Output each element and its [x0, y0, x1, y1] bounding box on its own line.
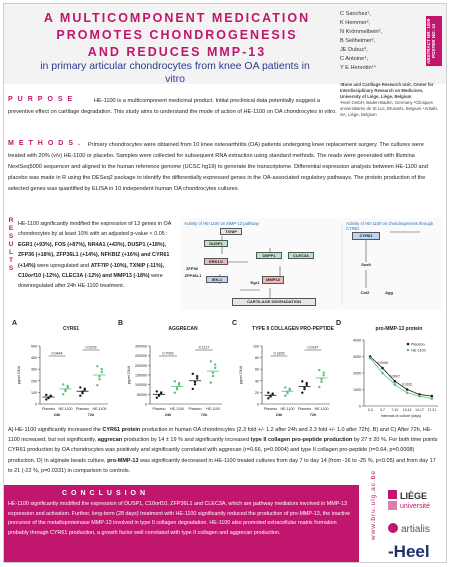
data-point [79, 395, 81, 397]
chart-svg [236, 324, 336, 422]
x-tick-label: HE-1100 [170, 407, 184, 411]
website-url[interactable]: www.bru.ulg.ac.be [370, 470, 377, 541]
poster-subtitle: in primary articular chondrocytes from knee OA patients in vitro [40, 60, 310, 85]
x-tick-label: Placebo [42, 407, 55, 411]
data-point [67, 385, 69, 387]
liege-logo-top: LIÈGE [400, 491, 428, 501]
y-tick-label: 80 [255, 356, 259, 361]
data-point [272, 392, 274, 394]
conclusion-text: HE-1100 significantly modified the expression of DUSP1, C10orf10, ZFP36L1 and CLEC3A, which are pathway mediators involved in MMP-13 expression and activation. Further, long-term (28 days) treatment with HE-1100 significantly reduced the production of pro-MMP-13, the inactive precursor of the metalloproteinase MMP-13 involved in type II collagen degradation. HE-1100 also promoted extracellular matrix formation probably through CYR61 production, a growth factor well correlated with type II collagen and aggrecan production. [8, 501, 351, 536]
data-point [214, 367, 216, 369]
genes-down: ATF7IP (-10%), TXNIP (-11%), C10orf10 (-12%), CLEC3A (-12%) and MMP13 (-18%) [18, 262, 165, 280]
y-tick-label: 400 [31, 356, 37, 361]
node-col2: Col2 [360, 290, 370, 295]
data-point [320, 381, 322, 383]
pathway-title-left: Activity of HE-1100 on MMP-13 pathway [184, 221, 259, 226]
y-tick-label: 3000 [353, 355, 361, 359]
pathway-diagram [180, 218, 442, 310]
author: Y E Henrotin¹⁴ [340, 65, 376, 71]
results-heading-letter: E [8, 225, 14, 232]
heel-logo [386, 540, 446, 562]
x-axis-label: Intervals of culture (days) [380, 414, 422, 418]
data-point [212, 375, 214, 377]
data-point [210, 360, 212, 362]
affiliation-others: ²Heel GmbH, Baden-Baden, Germany ³Cliniques universitaires de St Luc, Brussels, Belgium ⁴Artialis SA, Liège, Belgium [340, 100, 438, 117]
data-point [212, 372, 214, 374]
node-zfp36: ZFP36 [185, 266, 198, 271]
data-point [196, 375, 198, 377]
p-value-label: 0.0007 [389, 374, 401, 379]
node-cartilage-degradation: CARTILAGE DEGRADATION [232, 298, 316, 306]
purpose-text: HE-1100 is a multicomponent medicinal product. Initial preclinical data potentially suggest a preventive effect on cartilage degradation. This study aims to understand the mode of action of HE-1100 on OA chondrocytes in vitro. [8, 98, 337, 115]
series-point [394, 380, 397, 383]
panel-letter-c: C [232, 320, 238, 327]
author: C Antoine⁴, [340, 56, 369, 62]
purpose-heading: PURPOSE [8, 96, 78, 103]
data-point [194, 381, 196, 383]
results-heading-letter: U [8, 241, 14, 248]
node-erk: ERK1/2 [204, 258, 228, 265]
author: K Hemmer², [340, 20, 371, 26]
author: N Krömmelbein², [340, 29, 382, 35]
chart-title: TYPE II COLLAGEN PRO-PEPTIDE [252, 326, 334, 332]
chart-title: pro-MMP-13 protein [375, 326, 423, 332]
data-point [301, 391, 303, 393]
data-point [156, 397, 158, 399]
author: JE Dubuc³, [340, 47, 368, 53]
data-point [174, 380, 176, 382]
chart-svg [340, 324, 444, 422]
author: C Sanchez¹, [340, 11, 371, 17]
methods-heading: METHODS. [8, 140, 85, 147]
data-point [196, 377, 198, 379]
legend-label: HE-1100 [411, 348, 426, 353]
y-tick-label: 20 [255, 390, 259, 395]
y-tick-label: 4000 [353, 338, 361, 343]
y-tick-label: 100000 [135, 383, 147, 388]
legend-label: Placebo [411, 342, 425, 347]
x-tick-label: HE-1100 [58, 407, 73, 411]
data-point [194, 383, 196, 385]
node-egr1: Egr1 [250, 280, 260, 285]
group-label: 24h [164, 413, 172, 417]
y-tick-label: 50000 [137, 392, 147, 397]
x-tick-label: Placebo [264, 407, 277, 411]
results-heading-letter: T [9, 257, 13, 264]
y-tick-label: 0 [35, 402, 37, 407]
p-value-label: 0.0147 [307, 345, 319, 350]
y-tick-label: 60 [255, 367, 259, 372]
y-tick-label: 500 [31, 344, 37, 349]
p-value-label: 0.0239 [85, 345, 97, 350]
y-tick-label: 0 [359, 404, 361, 409]
results-heading-letter: S [8, 233, 14, 240]
node-agg: Agg [385, 290, 393, 295]
x-tick-label: 10-14 [402, 408, 412, 412]
methods-text: Primary chondrocytes were obtained from 10 knee osteoarthritis (OA) patients undergoing knee replacement surgery. The cultures were treated with 20% (v/v) HE-1100 or placebo. Samples were collected for subsequent RNA extraction using standard methods. The reads were generated with Illumina NextSeq5000 sequencer and aligned to the human reference genome (UCSC hg19) to generate the transcriptome. Differential expression analysis between HE-1100 and placebo was made in R using the DESeq2 package to identify the differentially expressed genes in the OA-associated regulatory pathways. The protein production of the selected genes was quantified by ELISA in 10 independent human OA chondrocytes cultures. [8, 142, 428, 192]
y-tick-label: 300000 [135, 344, 147, 349]
p-value-label: 0.7093 [162, 351, 174, 356]
data-point [284, 386, 286, 388]
title-line: AND REDUCES MMP-13 [87, 45, 267, 59]
group-label: 72h [309, 413, 317, 417]
x-tick-label: Placebo [188, 407, 202, 411]
p-value-label: 0.0006 [377, 361, 388, 366]
data-point [62, 393, 64, 395]
chart-title: AGGRECAN [168, 326, 198, 332]
p-value-label: 0.0331 [401, 382, 413, 387]
series-point [431, 395, 434, 398]
series-point [381, 372, 384, 375]
title-line: A MULTICOMPONENT MEDICATION [43, 11, 311, 25]
data-point [269, 395, 271, 397]
x-tick-label: HE-1100 [206, 407, 220, 411]
data-point [45, 398, 47, 400]
y-tick-label: 100 [31, 390, 37, 395]
data-point [45, 394, 47, 396]
chart-cyr61 [14, 324, 114, 422]
series-point [394, 383, 397, 386]
pathway-title-right: Activity of HE-1100 on chondrogenesis through CYR61 [346, 221, 434, 231]
data-point [158, 394, 160, 396]
data-point [286, 391, 288, 393]
y-tick-label: 100 [253, 344, 259, 349]
data-point [84, 387, 86, 389]
y-tick-label: 0 [145, 402, 147, 407]
y-tick-label: 150000 [135, 373, 147, 378]
results-heading-letter: R [8, 217, 14, 224]
data-point [318, 369, 320, 371]
node-cyr61: CYR61 [352, 232, 380, 240]
node-sox9: Sox9 [361, 262, 371, 267]
panel-letter-d: D [336, 320, 342, 327]
chart-aggrecan [124, 324, 228, 422]
node-ien1: IEN-1 [206, 276, 228, 283]
x-tick-label: 3-7 [380, 408, 385, 412]
x-tick-label: Placebo [298, 407, 311, 411]
poster-title [18, 10, 336, 61]
panel-letter-b: B [118, 320, 124, 327]
y-tick-label: 200 [31, 379, 37, 384]
chart-pro-mmp13 [340, 324, 444, 422]
data-point [160, 391, 162, 393]
y-axis-label: pg/ml DNA [17, 365, 21, 385]
data-point [192, 373, 194, 375]
data-point [210, 381, 212, 383]
data-point [323, 374, 325, 376]
y-axis-label: pg/ml DNA [127, 365, 131, 385]
data-point [192, 388, 194, 390]
data-point [306, 382, 308, 384]
x-tick-label: HE-1100 [314, 407, 329, 411]
data-point [284, 395, 286, 397]
data-point [64, 388, 66, 390]
data-point [323, 371, 325, 373]
chart-title: CYR61 [62, 326, 80, 332]
p-value-label: 0.0444 [51, 351, 63, 356]
artialis-logo [386, 517, 446, 539]
conclusion-heading: CONCLUSION [62, 490, 150, 497]
p-value-label: 0.1825 [273, 351, 285, 356]
x-tick-label: 0-3 [367, 408, 373, 412]
data-point [96, 365, 98, 367]
data-point [267, 397, 269, 399]
genes-up: EGR1 (+93%), FOS (+87%), NR4A1 (+43%), DUSP1 (+18%), ZFP36 (+18%), ZFP36L1 (+14%), NFKBIZ (+16%) and CYR61 (+14%) [18, 241, 170, 269]
group-label: 24h [53, 413, 61, 417]
data-point [174, 391, 176, 393]
series-point [369, 357, 372, 360]
x-tick-label: 7-10 [391, 408, 399, 412]
y-tick-label: 300 [31, 367, 37, 372]
y-tick-label: 250000 [135, 354, 147, 359]
data-point [47, 396, 49, 398]
legend-swatch [407, 343, 410, 346]
heel-logo-text: -Heel [388, 542, 430, 561]
series-point [406, 392, 409, 395]
data-point [320, 378, 322, 380]
data-point [176, 386, 178, 388]
series-point [418, 395, 421, 398]
abstract-badge: ABSTRACT NR: 1009 POSTER NO: 44 [426, 16, 442, 66]
series-point [431, 397, 434, 400]
group-label: 72h [87, 413, 95, 417]
x-tick-label: 14-17 [415, 408, 424, 412]
results-heading-letter: S [8, 265, 14, 272]
data-point [301, 380, 303, 382]
x-tick-label: HE-1100 [280, 407, 295, 411]
y-tick-label: 1000 [353, 388, 361, 392]
affiliation-primary: ¹Bone and Cartilage Research Unit, Center for Interdisciplinary Research on Medicines, University of Liège, Liège, Belgium [340, 82, 434, 99]
liege-logo [386, 487, 446, 515]
artialis-logo-text: artialis [401, 524, 430, 535]
data-point [79, 386, 81, 388]
data-point [156, 390, 158, 392]
node-clec3a: CLEC3A [288, 252, 314, 259]
node-zfp36l1: ZFP36L1 [184, 273, 202, 278]
results-heading [6, 217, 16, 273]
data-point [289, 387, 291, 389]
data-point [101, 368, 103, 370]
y-axis-label: pg/ml DNA [239, 365, 243, 385]
data-point [81, 391, 83, 393]
affiliations [340, 82, 440, 118]
data-point [98, 378, 100, 380]
data-point [62, 383, 64, 385]
data-point [267, 391, 269, 393]
y-tick-label: 200000 [135, 363, 147, 368]
results-heading-letter: L [9, 249, 13, 256]
figure-caption: A) HE-1100 significantly increased the CYR61 protein production in human OA chondrocytes (2.3 fold +/- 1.2 after 24h and 2.3 fold +/- 1.0 after 72h). B) and C) After 72h, HE-1100 increased, but not significantly, aggrecan production by 14 ± 19 % and significantly increased type II collagen pro-peptide production by 27 ± 20 %. For both time points CYR61 production by OA chondrocytes was positively and significantly correlated with aggrecan (r=0.66, p=0.0004) and type II collagen pro-peptide (r=0.64, p=0.0008) production. D) In alginate beads culture, pro-MMP-13 was significantly decreased in HE-1100 treated cultures from day 7 to day 14 (from -16 to -25 %, p<0.05) and from day 17 to 21 (-22 %, p=0.0331) in comparison to controls. [8, 427, 438, 474]
node-depp1: DEPP1 [256, 252, 282, 259]
y-tick-label: 0 [257, 402, 259, 407]
data-point [303, 386, 305, 388]
chart-svg [14, 324, 114, 422]
series-point [381, 367, 384, 370]
data-point [101, 371, 103, 373]
panel-letter-a: A [12, 320, 18, 327]
author: B Seilheimer², [340, 38, 376, 44]
x-tick-label: HE-1100 [92, 407, 107, 411]
x-tick-label: Placebo [152, 407, 166, 411]
node-txnip: TXNIP [220, 228, 242, 235]
author-list [340, 10, 420, 73]
x-tick-label: 17-21 [427, 408, 437, 412]
x-tick-label: Placebo [76, 407, 89, 411]
legend-swatch [407, 349, 410, 352]
group-label: 72h [200, 413, 208, 417]
data-point [50, 394, 52, 396]
chart-svg [124, 324, 228, 422]
data-point [214, 363, 216, 365]
chart-collagen [236, 324, 336, 422]
data-point [178, 382, 180, 384]
data-point [96, 384, 98, 386]
results-text: HE-1100 significantly modified the expression of 13 genes in OA chondrocytes by at least 10% with an adjusted p-value < 0.05 : EGR1 (+93%), FOS (+87%), NR4A1 (+43%), DUSP1 (+18%), ZFP36 (+18%), ZFP36L1 (+14%), NFKBIZ (+16%) and CYR61 (+14%) were upregulated and ATF7IP (-10%), TXNIP (-11%), C10orf10 (-12%), CLEC3A (-12%) and MMP13 (-18%) were downregulated after 24h HE-1100 treatment. [18, 221, 172, 290]
series-point [406, 388, 409, 391]
title-line: PROMOTES CHONDROGENESIS [56, 28, 298, 42]
y-tick-label: 2000 [353, 371, 361, 376]
node-dusp1: DUSP1 [204, 240, 228, 247]
node-mmp13: MMP13 [262, 276, 284, 284]
liege-logo-bottom: université [400, 503, 430, 510]
group-label: 24h [275, 413, 283, 417]
y-tick-label: 40 [255, 379, 259, 384]
data-point [318, 386, 320, 388]
p-value-label: 0.1117 [198, 345, 210, 350]
data-point [98, 375, 100, 377]
